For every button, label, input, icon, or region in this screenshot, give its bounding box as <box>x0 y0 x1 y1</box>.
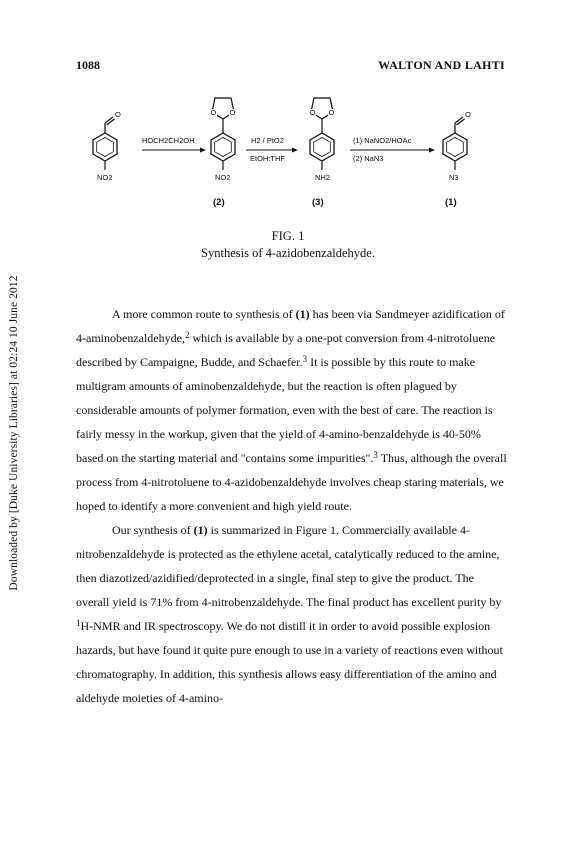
p1-text-e: It is possible by this route to make multigram amounts of aminobenzaldehyde, but the reaction is often plagued by considerable amounts of polymer formation, even with the best of care. The reaction is fairly messy in the workup, given that the yield of 4-amino-benzaldehyde is 40-50% based on the starting material and "contains some impurities". <box>76 355 493 465</box>
reagent-ethylene-glycol: HOCH2CH2OH <box>142 136 195 145</box>
compound-1 <box>443 110 471 208</box>
compound-number-2: (2) <box>213 197 225 208</box>
acetal-oxygen-left-3: O <box>309 108 316 117</box>
page-number: 1088 <box>76 58 100 72</box>
acetal-oxygen-left-2: O <box>210 108 217 117</box>
arrow-step-1 <box>142 136 206 153</box>
download-watermark <box>4 253 24 613</box>
compound-nitrobenzaldehyde <box>93 110 121 182</box>
p2-nmr-superscript: 1 <box>76 618 81 628</box>
nitro-label-a: NO2 <box>97 173 113 182</box>
arrow-step-3 <box>350 136 435 163</box>
arrow-step-2 <box>246 136 298 163</box>
p1-citation-3: 3 <box>373 450 378 460</box>
azide-label-1: N3 <box>449 173 459 182</box>
p1-text-d: which is available by a one-pot conversion from 4-nitrotoluene described by Campaigne, Budde, and Schaefer. <box>76 331 496 369</box>
acetal-oxygen-right-2: O <box>229 108 236 117</box>
p1-compound-ref: (1) <box>295 307 310 321</box>
compound-2 <box>211 98 236 208</box>
reagent-diazotization: (1) NaNO2/HOAc <box>353 136 412 145</box>
paragraph-1 <box>76 302 508 518</box>
p1-text-c: has been via Sandmeyer azidification of 4-aminobenzaldehyde, <box>76 307 505 345</box>
p2-text-a: Our synthesis of <box>112 523 194 537</box>
acetal-oxygen-right-3: O <box>328 108 335 117</box>
aldehyde-oxygen-label: O <box>115 110 121 119</box>
reagent-solvent: EtOH:THF <box>250 154 285 163</box>
body-text <box>76 302 508 710</box>
reagent-sodium-azide: (2) NaN3 <box>353 154 384 163</box>
figure-caption: Synthesis of 4-azidobenzaldehyde. <box>201 246 375 260</box>
compound-number-3: (3) <box>312 197 324 208</box>
download-watermark-text: Downloaded by [Duke University Libraries] at 02:24 10 June 2012 <box>8 275 20 591</box>
p2-text-c: is summarized in Figure 1. Commercially available 4-nitrobenzaldehyde is protected as the ethylene acetal, catalytically reduced to the amine, then diazotized/azidified/deprotected in a single, final step to give the product. The overall yield is 71% from 4-nitrobenzaldehyde. The final product has excellent purity by <box>76 523 502 609</box>
paragraph-2 <box>76 518 508 710</box>
aldehyde-oxygen-label-1: O <box>465 110 471 119</box>
reagent-hydrogenation: H2 / PtO2 <box>251 136 284 145</box>
p1-text-f: Thus, although the overall process from 4-nitrotoluene to 4-azidobenzaldehyde involves cheap staring materials, we hoped to identify a more convenient and high yield route. <box>76 451 507 513</box>
p1-citation-1: 2 <box>184 330 190 340</box>
compound-3 <box>310 98 335 208</box>
p1-citation-2: 3 <box>302 354 308 364</box>
amine-label-3: NH2 <box>315 173 331 182</box>
nitro-label-2: NO2 <box>215 173 231 182</box>
running-head: WALTON AND LAHTI <box>378 58 505 72</box>
reaction-scheme <box>80 88 500 238</box>
p1-text-a: A more common route to synthesis of <box>112 307 296 321</box>
figure-label: FIG. 1 <box>271 229 305 243</box>
p2-text-d: H-NMR and IR spectroscopy. We do not distill it in order to avoid possible explosion hazards, but have found it quite pure enough to use in a variety of reactions even without chromatography. In addition, this synthesis allows easy differentiation of the amino and aldehyde moieties of 4-amino- <box>76 619 503 705</box>
compound-number-1: (1) <box>445 197 457 208</box>
p2-compound-ref: (1) <box>193 523 208 537</box>
